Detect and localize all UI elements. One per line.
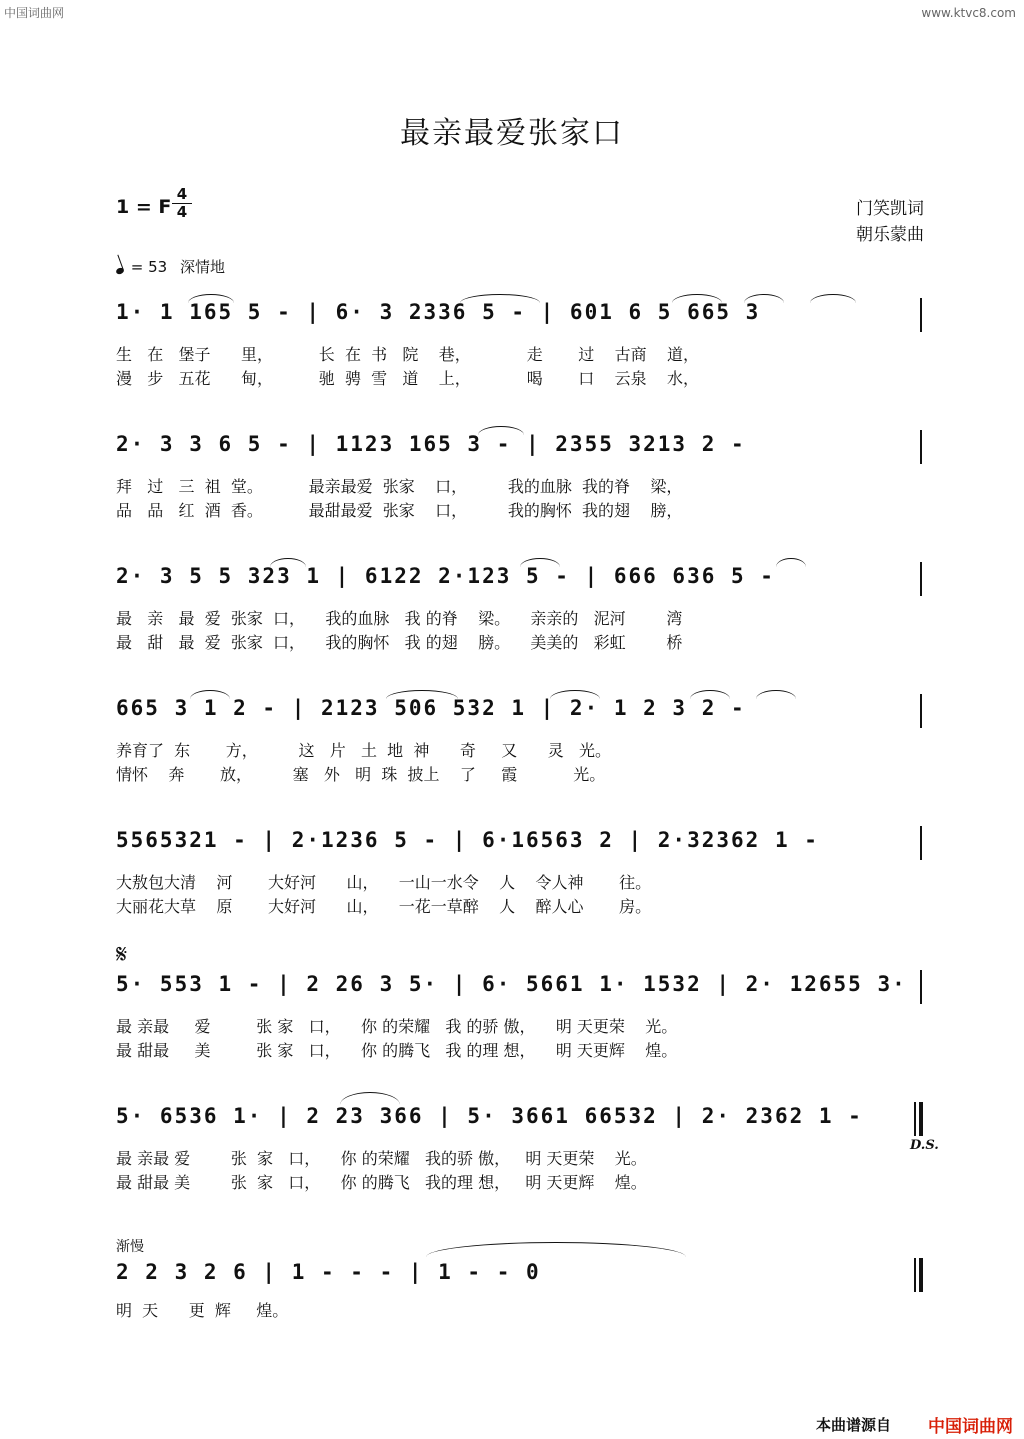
footer-source-label: 本曲谱源自	[816, 1416, 892, 1434]
slur	[340, 1092, 400, 1105]
notes-line: 2· 3 5 5 323 1 | 6122 2·123 5 - | 666 636 5 -	[116, 564, 775, 588]
ritard-marking: 渐慢	[116, 1239, 144, 1255]
lyrics-verse-2: 最 甜最 美 张 家 口， 你 的腾飞 我的理 想， 明 天更辉 煌。	[116, 1173, 647, 1192]
tempo-marking	[116, 256, 225, 277]
lyrics-verse-1: 生 在 堡子 里， 长 在 书 院 巷， 走 过 古商 道，	[116, 345, 699, 364]
lyrics-verse-2: 最 甜最 美 张 家 口， 你 的腾飞 我 的理 想， 明 天更辉 煌。	[116, 1041, 678, 1060]
composer-credit: 朝乐蒙曲	[856, 225, 924, 245]
slur	[270, 558, 306, 567]
lyrics-verse-1: 明 天 更 辉 煌。	[116, 1301, 289, 1320]
notes-line: 665 3 1 2 - | 2123 506 532 1 | 2· 1 2 3 2 -	[116, 696, 746, 720]
final-barline-thin	[914, 1258, 916, 1292]
slur	[672, 294, 722, 303]
lyrics-verse-2: 品 品 红 酒 香。 最甜最爱 张家 口， 我的胸怀 我的翅 膀，	[116, 501, 683, 520]
watermark-top-left: 中国词曲网	[4, 6, 65, 20]
slur	[690, 690, 730, 699]
lyrics-verse-2: 情怀 奔 放， 塞 外 明 珠 披上 了 霞 光。	[116, 765, 606, 784]
score-title: 最亲最爱张家口	[400, 116, 624, 151]
notes-line: 2· 3 3 6 5 - | 1123 165 3 - | 2355 3213 2 -	[116, 432, 746, 456]
tempo-value: = 53	[130, 258, 168, 276]
barline	[920, 298, 922, 332]
watermark-top-right: www.ktvc8.com	[921, 6, 1016, 20]
lyrics-verse-1: 最 亲最 爱 张 家 口， 你 的荣耀 我的骄 傲， 明 天更荣 光。	[116, 1149, 647, 1168]
quarter-note-icon	[115, 267, 125, 275]
slur	[756, 690, 796, 699]
lyrics-verse-1: 拜 过 三 祖 堂。 最亲最爱 张家 口， 我的血脉 我的脊 梁，	[116, 477, 683, 496]
time-signature	[172, 186, 192, 221]
slur	[744, 294, 784, 303]
slur	[386, 690, 458, 699]
footer-brand[interactable]: 中国词曲网	[928, 1417, 1013, 1437]
barline	[920, 970, 922, 1004]
barline	[920, 694, 922, 728]
segno-sign: 𝄋	[116, 940, 128, 970]
lyrics-verse-1: 养育了 东 方， 这 片 土 地 神 奇 又 灵 光。	[116, 741, 612, 760]
lyrics-verse-1: 最 亲最 爱 张 家 口， 你 的荣耀 我 的骄 傲， 明 天更荣 光。	[116, 1017, 678, 1036]
lyrics-verse-2: 大丽花大草 原 大好河 山， 一花一草醉 人 醉人心 房。	[116, 897, 652, 916]
slur	[188, 294, 234, 303]
notes-line: 5565321 - | 2·1236 5 - | 6·16563 2 | 2·32362 1 -	[116, 828, 819, 852]
final-barline-thick	[919, 1258, 923, 1292]
barline	[920, 562, 922, 596]
lyrics-verse-2: 最 甜 最 爱 张家 口， 我的胸怀 我 的翅 膀。 美美的 彩虹 桥	[116, 633, 683, 652]
time-signature-bottom: 4	[176, 203, 188, 221]
slur	[190, 690, 230, 699]
lyrics-verse-1: 最 亲 最 爱 张家 口， 我的血脉 我 的脊 梁。 亲亲的 泥河 湾	[116, 609, 683, 628]
time-signature-top: 4	[176, 185, 188, 203]
slur	[478, 426, 524, 435]
slur	[810, 294, 856, 303]
notes-line: 2 2 3 2 6 | 1 - - - | 1 - - 0	[116, 1260, 541, 1284]
notes-line: 5· 553 1 - | 2 26 3 5· | 6· 5661 1· 1532 | 2· 12655 3·	[116, 972, 907, 996]
slur	[550, 690, 600, 699]
repeat-barline-thick	[919, 1102, 923, 1136]
slur	[776, 558, 806, 567]
tie	[426, 1242, 686, 1257]
lyrics-verse-1: 大敖包大清 河 大好河 山， 一山一水令 人 令人神 往。	[116, 873, 652, 892]
slur	[460, 294, 540, 303]
slur	[520, 558, 560, 567]
notes-line: 5· 6536 1· | 2 23 366 | 5· 3661 66532 | 2· 2362 1 -	[116, 1104, 863, 1128]
ds-marking: D.S.	[910, 1138, 939, 1153]
key-signature: 1 = F	[116, 196, 172, 218]
lyrics-verse-2: 漫 步 五花 甸， 驰 骋 雪 道 上， 喝 口 云泉 水，	[116, 369, 699, 388]
tempo-expression: 深情地	[180, 258, 226, 276]
notes-line: 1· 1 165 5 - | 6· 3 2336 5 - | 601 6 5 665 3	[116, 300, 761, 324]
barline	[920, 430, 922, 464]
lyricist-credit: 门笑凯词	[856, 199, 924, 219]
barline	[920, 826, 922, 860]
repeat-barline-thin	[914, 1102, 916, 1136]
